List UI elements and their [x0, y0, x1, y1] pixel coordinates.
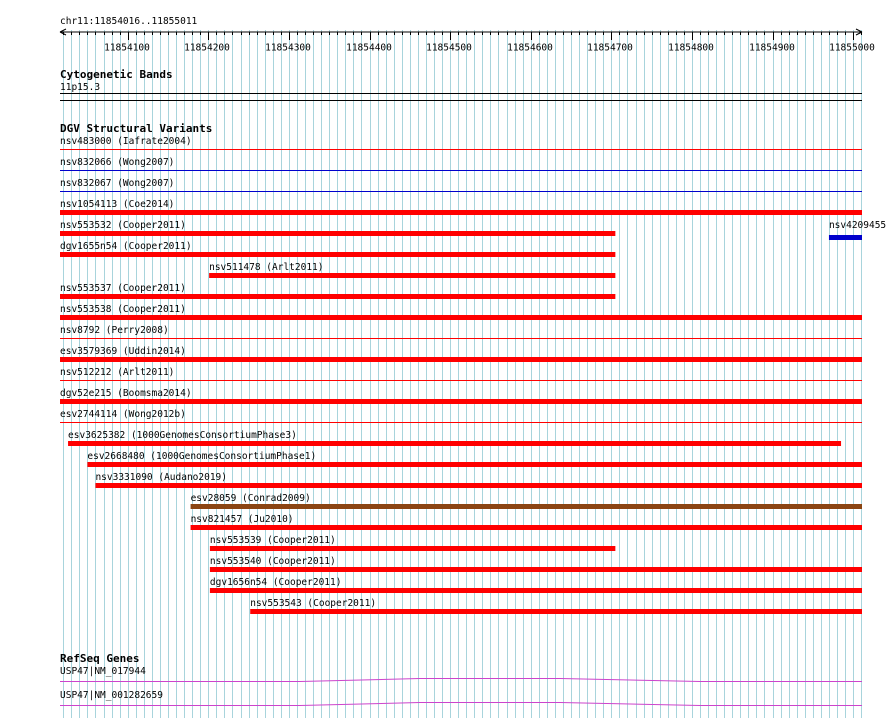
variant-label[interactable]: nsv512212 (Arlt2011)	[60, 367, 175, 378]
variant-bar[interactable]	[60, 210, 862, 215]
variant-feature[interactable]	[95, 472, 862, 488]
variant-label[interactable]: nsv832067 (Wong2007)	[60, 178, 175, 189]
variant-label[interactable]: nsv553543 (Cooper2011)	[250, 598, 377, 609]
variant-bar[interactable]	[210, 546, 615, 551]
coordinate-ruler[interactable]	[60, 16, 875, 53]
variant-feature[interactable]	[210, 535, 615, 551]
gene-feature[interactable]	[60, 703, 862, 706]
variant-bar[interactable]	[209, 273, 615, 278]
dgv-track-title: DGV Structural Variants	[60, 122, 213, 135]
variant-feature[interactable]	[250, 598, 862, 614]
tick-label: 11854800	[668, 42, 714, 54]
variant-bar[interactable]	[250, 609, 862, 614]
variant-label[interactable]: nsv1054113 (Coe2014)	[60, 199, 175, 210]
variant-feature[interactable]	[60, 157, 862, 171]
variant-label[interactable]: nsv4209455	[828, 220, 887, 231]
tick-label: 11855000	[829, 42, 875, 54]
variant-label[interactable]: nsv483000 (Iafrate2004)	[60, 136, 192, 147]
variant-bar[interactable]	[60, 294, 615, 299]
variant-bar[interactable]	[210, 588, 862, 593]
tick-label: 11854300	[265, 42, 311, 54]
tick-label: 11854500	[426, 42, 472, 54]
variant-bar[interactable]	[87, 462, 862, 467]
variant-label[interactable]: nsv553537 (Cooper2011)	[60, 283, 186, 294]
variant-label[interactable]: nsv553538 (Cooper2011)	[60, 304, 186, 315]
variant-label[interactable]: nsv553539 (Cooper2011)	[209, 535, 336, 546]
variant-bar[interactable]	[191, 504, 862, 509]
location-label: chr11:11854016..11855011	[60, 16, 198, 27]
ruler-ticks	[64, 32, 876, 53]
variant-label[interactable]: esv3625382 (1000GenomesConsortiumPhase3)	[68, 430, 297, 441]
variant-label[interactable]: nsv511478 (Arlt2011)	[209, 262, 324, 273]
variant-feature[interactable]	[60, 409, 862, 423]
variant-feature[interactable]	[829, 220, 886, 240]
gene-label[interactable]: USP47|NM_001282659	[60, 690, 163, 701]
variant-label[interactable]: nsv821457 (Ju2010)	[190, 514, 294, 525]
variant-bar[interactable]	[60, 315, 862, 320]
variant-label[interactable]: nsv832066 (Wong2007)	[60, 157, 175, 168]
variant-bar[interactable]	[95, 483, 862, 488]
variant-label[interactable]: nsv553532 (Cooper2011)	[60, 220, 186, 231]
variant-bar[interactable]	[191, 525, 862, 530]
variant-bar[interactable]	[60, 357, 862, 362]
cytogenetic-bands-title: Cytogenetic Bands	[60, 68, 173, 81]
refseq-genes-track[interactable]	[60, 652, 862, 706]
variant-feature[interactable]	[60, 304, 862, 320]
variant-label[interactable]: dgv1656n54 (Cooper2011)	[209, 577, 342, 588]
variant-bar[interactable]	[60, 252, 615, 257]
variant-feature[interactable]	[60, 388, 862, 404]
tick-label: 11854200	[184, 42, 230, 54]
variant-label[interactable]: nsv8792 (Perry2008)	[60, 325, 169, 336]
variant-feature[interactable]	[60, 325, 862, 339]
cytoband-label[interactable]: 11p15.3	[60, 82, 101, 93]
tick-label: 11854900	[749, 42, 795, 54]
variant-bar[interactable]	[68, 441, 841, 446]
variant-label[interactable]: esv2744114 (Wong2012b)	[60, 409, 186, 420]
variant-features[interactable]	[60, 136, 886, 614]
variant-label[interactable]: esv3579369 (Uddin2014)	[60, 346, 186, 357]
variant-feature[interactable]	[191, 514, 862, 530]
variant-bar[interactable]	[829, 235, 862, 240]
variant-bar[interactable]	[60, 231, 615, 236]
variant-feature[interactable]	[60, 367, 862, 381]
variant-label[interactable]: nsv3331090 (Audano2019)	[95, 472, 228, 483]
variant-feature[interactable]	[191, 493, 862, 509]
variant-label[interactable]: dgv1655n54 (Cooper2011)	[60, 241, 192, 252]
variant-feature[interactable]	[60, 346, 862, 362]
variant-feature[interactable]	[60, 178, 862, 192]
variant-feature[interactable]	[209, 262, 615, 278]
refseq-track-title: RefSeq Genes	[60, 652, 140, 665]
variant-label[interactable]: nsv553540 (Cooper2011)	[209, 556, 336, 567]
cytogenetic-bands-track[interactable]	[60, 68, 862, 101]
tick-label: 11854100	[104, 42, 150, 54]
gene-feature[interactable]	[60, 679, 862, 682]
gene-label[interactable]: USP47|NM_017944	[60, 666, 146, 677]
tick-label: 11854400	[346, 42, 392, 54]
variant-label[interactable]: dgv52e215 (Boomsma2014)	[60, 388, 192, 399]
tick-label: 11854700	[587, 42, 633, 54]
variant-bar[interactable]	[210, 567, 862, 572]
variant-label[interactable]: esv2668480 (1000GenomesConsortiumPhase1)	[87, 451, 317, 462]
tick-label: 11854600	[507, 42, 553, 54]
variant-feature[interactable]	[60, 199, 862, 215]
variant-feature[interactable]	[68, 430, 841, 446]
variant-feature[interactable]	[60, 136, 862, 150]
variant-bar[interactable]	[60, 399, 862, 404]
dgv-structural-variants-track[interactable]	[60, 122, 886, 614]
variant-label[interactable]: esv28059 (Conrad2009)	[190, 493, 311, 504]
